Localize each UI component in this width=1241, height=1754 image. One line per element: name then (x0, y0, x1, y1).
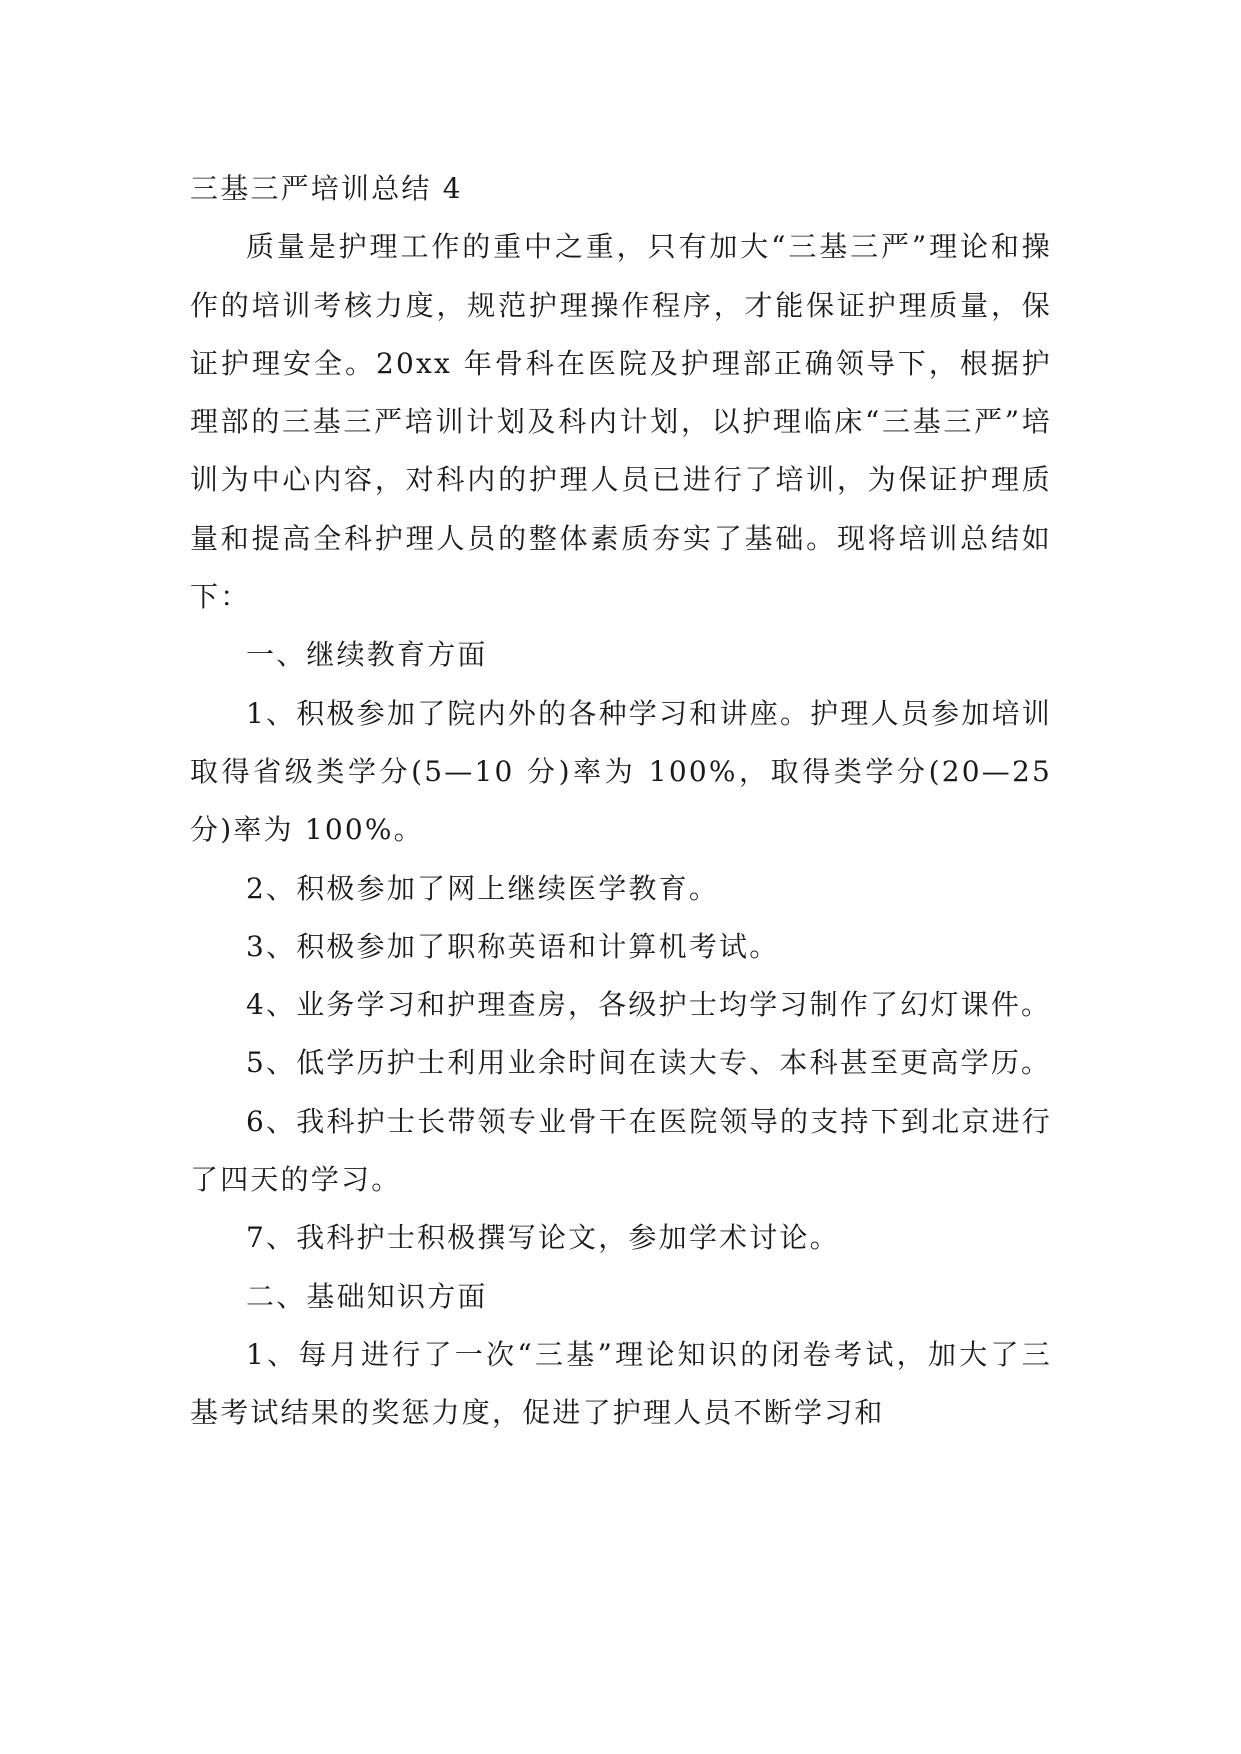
list-item: 6、我科护士长带领专业骨干在医院领导的支持下到北京进行了四天的学习。 (190, 1104, 1052, 1197)
list-item: 3、积极参加了职称英语和计算机考试。 (246, 929, 780, 963)
document-page (190, 160, 1052, 1443)
list-item: 5、低学历护士利用业余时间在读大专、本科甚至更高学历。 (246, 1046, 1052, 1080)
list-item: 4、业务学习和护理查房，各级护士均学习制作了幻灯课件。 (246, 988, 1052, 1022)
document-title: 三基三严培训总结 4 (190, 172, 463, 205)
section-heading-continuing-education: 一、继续教育方面 (246, 638, 488, 672)
list-item: 7、我科护士积极撰写论文，参加学术讨论。 (246, 1221, 840, 1255)
list-item: 1、积极参加了院内外的各种学习和讲座。护理人员参加培训取得省级类学分(5—10 分)率为 100%，取得类学分(20—25 分)率为 100%。 (190, 696, 1052, 847)
list-item: 1、每月进行了一次“三基”理论知识的闭卷考试，加大了三基考试结果的奖惩力度，促进了护理人员不断学习和 (190, 1337, 1052, 1430)
paragraph-intro: 质量是护理工作的重中之重，只有加大“三基三严”理论和操作的培训考核力度，规范护理操作程序，才能保证护理质量，保证护理安全。20xx 年骨科在医院及护理部正确领导下，根据护理部的三基三严培训计划及科内计划，以护理临床“三基三严”培训为中心内容，对科内的护理人员已进行了培训，为保证护理质量和提高全科护理人员的整体素质夯实了基础。现将培训总结如下： (190, 230, 1052, 614)
section-heading-basic-knowledge: 二、基础知识方面 (246, 1279, 488, 1313)
list-item: 2、积极参加了网上继续医学教育。 (246, 871, 720, 905)
